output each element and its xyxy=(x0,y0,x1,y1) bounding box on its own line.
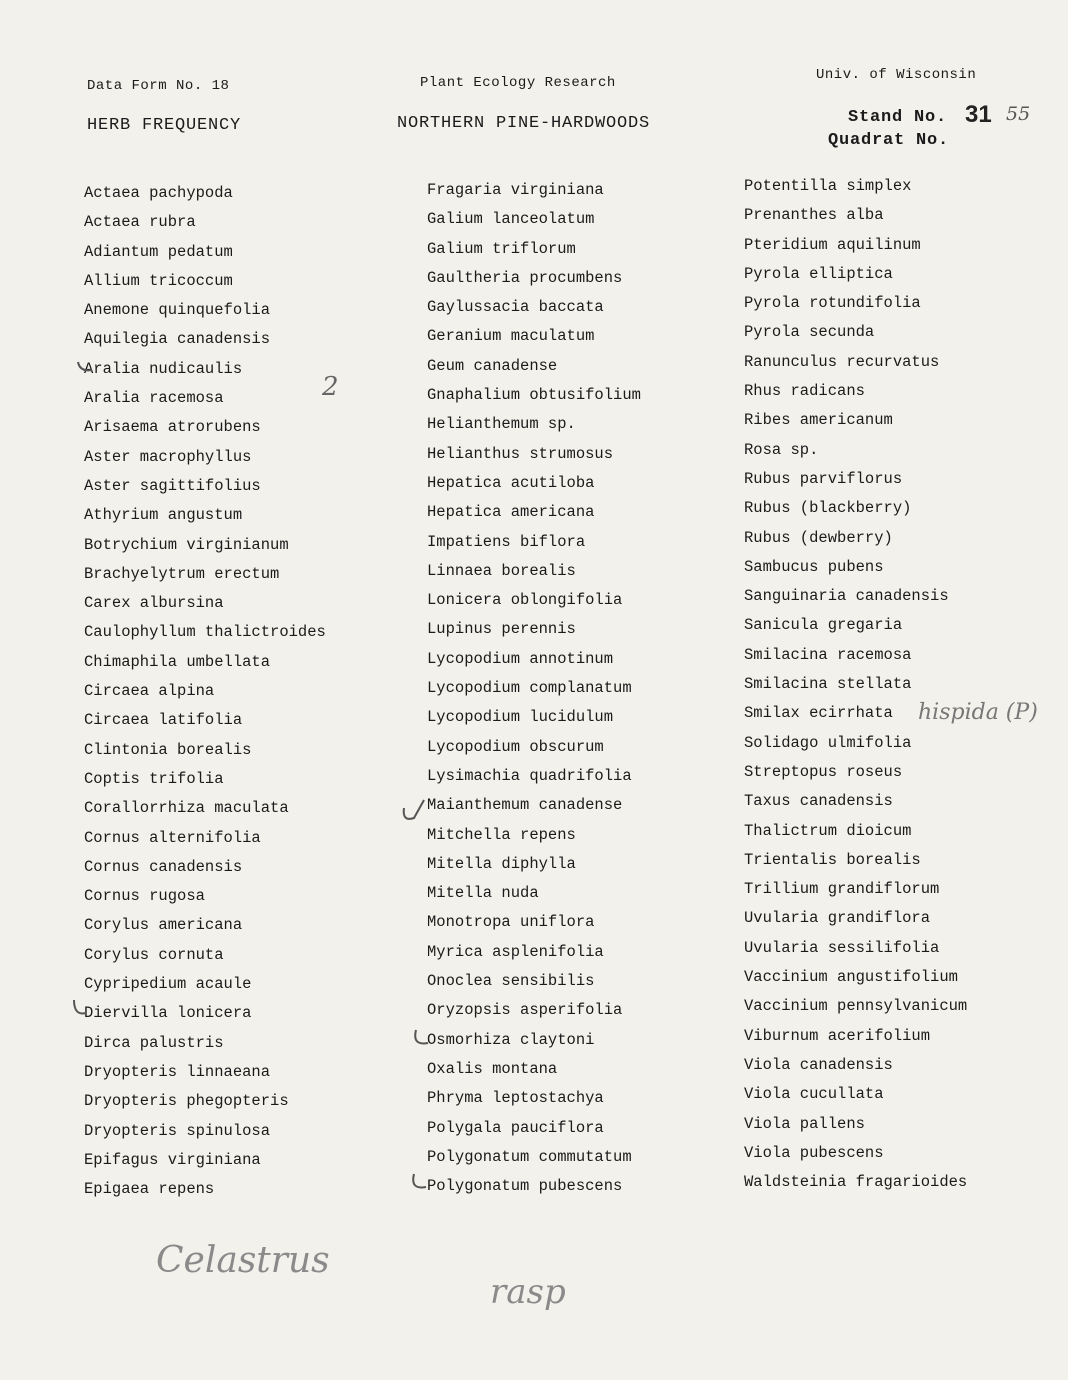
species-item: Dryopteris phegopteris xyxy=(84,1092,289,1111)
species-item: Lycopodium obscurum xyxy=(427,737,604,756)
research-label: Plant Ecology Research xyxy=(420,75,616,91)
species-item: Polygonatum pubescens xyxy=(427,1177,623,1196)
species-item: Rubus (dewberry) xyxy=(744,528,893,547)
species-item: Hepatica acutiloba xyxy=(427,473,595,492)
species-item: Sanicula gregaria xyxy=(744,616,903,635)
species-item: Rhus radicans xyxy=(744,382,865,401)
species-item: Adiantum pedatum xyxy=(84,242,233,261)
species-item: Smilacina stellata xyxy=(744,675,912,694)
species-item: Myrica asplenifolia xyxy=(427,942,604,961)
species-item: Helianthemum sp. xyxy=(427,415,576,434)
species-item: Lycopodium complanatum xyxy=(427,679,632,698)
page-title: HERB FREQUENCY xyxy=(87,116,242,135)
species-item: Viola pubescens xyxy=(744,1143,884,1162)
species-item: Uvularia grandiflora xyxy=(744,909,931,928)
species-item: Dryopteris linnaeana xyxy=(84,1062,271,1081)
handwritten-rasp: rasp xyxy=(490,1272,566,1312)
species-item: Rubus parviflorus xyxy=(744,469,903,488)
species-item: Fragaria virginiana xyxy=(427,181,604,199)
species-item: Anemone quinquefolia xyxy=(84,301,271,320)
species-item: Caulophyllum thalictroides xyxy=(84,623,326,642)
species-item: Ribes americanum xyxy=(744,411,893,430)
species-item: Lonicera oblongifolia xyxy=(427,591,623,610)
species-item: Lycopodium annotinum xyxy=(427,649,614,668)
handwritten-count: 2 xyxy=(322,372,339,402)
species-item: Mitchella repens xyxy=(427,825,576,844)
species-item: Taxus canadensis xyxy=(744,792,893,811)
species-item: Mitella diphylla xyxy=(427,854,576,873)
species-item: Aster macrophyllus xyxy=(84,447,252,466)
species-item: Lycopodium lucidulum xyxy=(427,708,614,727)
species-item: Uvularia sessilifolia xyxy=(744,938,940,957)
species-item: Helianthus strumosus xyxy=(427,444,614,463)
species-item: Monotropa uniflora xyxy=(427,913,595,932)
species-item: Phryma leptostachya xyxy=(427,1089,604,1108)
species-item: Corylus cornuta xyxy=(84,945,224,964)
check-mark-icon xyxy=(404,800,424,819)
species-item: Streptopus roseus xyxy=(744,762,903,781)
species-item: Pyrola secunda xyxy=(744,323,875,342)
species-item: Trillium grandiflorum xyxy=(744,880,940,899)
species-item: Smilax ecirrhata xyxy=(744,704,893,723)
species-item: Corylus americana xyxy=(84,916,243,935)
species-item: Clintonia borealis xyxy=(84,740,252,759)
species-item: Onoclea sensibilis xyxy=(427,972,595,991)
species-item: Arisaema atrorubens xyxy=(84,418,261,437)
stand-value: 31 xyxy=(965,101,992,128)
species-item: Pyrola rotundifolia xyxy=(744,294,921,313)
species-item: Cornus canadensis xyxy=(84,857,243,876)
species-item: Aralia nudicaulis xyxy=(84,359,243,378)
species-item: Rosa sp. xyxy=(744,440,819,459)
species-item: Thalictrum dioicum xyxy=(744,821,912,840)
species-item: Cypripedium acaule xyxy=(84,975,252,994)
species-item: Prenanthes alba xyxy=(744,206,884,225)
species-item: Actaea rubra xyxy=(84,213,196,232)
species-item: Vaccinium pennsylvanicum xyxy=(744,997,968,1016)
form-number: Data Form No. 18 xyxy=(87,78,230,94)
species-item: Aquilegia canadensis xyxy=(84,330,271,349)
species-item: Botrychium virginianum xyxy=(84,535,289,554)
species-item: Mitella nuda xyxy=(427,884,539,903)
species-item: Vaccinium angustifolium xyxy=(744,968,958,987)
species-item: Circaea latifolia xyxy=(84,711,243,730)
species-item: Trientalis borealis xyxy=(744,850,921,869)
species-item: Smilacina racemosa xyxy=(744,645,912,664)
check-mark-icon xyxy=(78,362,92,370)
species-item: Solidago ulmifolia xyxy=(744,733,912,752)
species-item: Athyrium angustum xyxy=(84,506,243,525)
species-item: Carex albursina xyxy=(84,594,224,613)
species-item: Hepatica americana xyxy=(427,503,595,522)
species-item: Chimaphila umbellata xyxy=(84,652,271,671)
university-label: Univ. of Wisconsin xyxy=(816,67,977,83)
species-item: Polygala pauciflora xyxy=(427,1118,604,1137)
species-item: Lupinus perennis xyxy=(427,620,576,639)
species-item: Viola cucullata xyxy=(744,1085,884,1104)
handwritten-celastrus: Celastrus xyxy=(156,1240,330,1281)
species-item: Epigaea repens xyxy=(84,1180,215,1199)
quadrat-label: Quadrat No. xyxy=(828,131,950,150)
stand-label: Stand No. xyxy=(848,108,948,127)
species-item: Epifagus virginiana xyxy=(84,1150,261,1169)
species-item: Corallorrhiza maculata xyxy=(84,799,289,818)
species-item: Gnaphalium obtusifolium xyxy=(427,386,641,405)
species-item: Dryopteris spinulosa xyxy=(84,1121,271,1140)
species-item: Galium triflorum xyxy=(427,239,576,258)
species-item: Galium lanceolatum xyxy=(427,210,595,229)
species-item: Pyrola elliptica xyxy=(744,264,893,283)
species-item: Rubus (blackberry) xyxy=(744,499,912,518)
species-item: Waldsteinia fragarioides xyxy=(744,1173,968,1192)
species-item: Gaultheria procumbens xyxy=(427,268,623,287)
stand-value-extra: 55 xyxy=(1006,103,1031,125)
species-item: Viburnum acerifolium xyxy=(744,1026,931,1045)
species-item: Brachyelytrum erectum xyxy=(84,564,280,583)
species-item: Gaylussacia baccata xyxy=(427,298,604,317)
species-item: Dirca palustris xyxy=(84,1033,224,1052)
species-item: Sanguinaria canadensis xyxy=(744,587,949,606)
species-item: Oxalis montana xyxy=(427,1059,558,1078)
species-item: Diervilla lonicera xyxy=(84,1004,252,1023)
species-item: Cornus alternifolia xyxy=(84,828,261,847)
species-item: Circaea alpina xyxy=(84,682,215,701)
species-item: Aster sagittifolius xyxy=(84,476,261,495)
species-item: Maianthemum canadense xyxy=(427,796,623,815)
check-mark-icon xyxy=(413,1174,426,1187)
species-item: Osmorhiza claytoni xyxy=(427,1030,595,1049)
species-item: Allium tricoccum xyxy=(84,271,233,290)
species-item: Ranunculus recurvatus xyxy=(744,352,940,371)
species-item: Coptis trifolia xyxy=(84,769,224,788)
check-mark-icon xyxy=(415,1030,428,1043)
species-item: Linnaea borealis xyxy=(427,561,576,580)
species-item: Cornus rugosa xyxy=(84,887,205,906)
species-item: Sambucus pubens xyxy=(744,557,884,576)
check-mark-icon xyxy=(74,1000,86,1013)
species-item: Polygonatum commutatum xyxy=(427,1147,632,1166)
species-item: Aralia racemosa xyxy=(84,389,224,408)
handwritten-smilax-note: hispida (P) xyxy=(918,700,1038,725)
species-item: Lysimachia quadrifolia xyxy=(427,766,632,785)
species-item: Geum canadense xyxy=(427,356,558,375)
species-item: Viola pallens xyxy=(744,1114,865,1133)
community-title: NORTHERN PINE-HARDWOODS xyxy=(397,114,651,133)
species-item: Pteridium aquilinum xyxy=(744,235,921,254)
species-item: Impatiens biflora xyxy=(427,532,586,551)
species-item: Geranium maculatum xyxy=(427,327,595,346)
species-item: Potentilla simplex xyxy=(744,177,912,195)
species-item: Viola canadensis xyxy=(744,1055,893,1074)
species-item: Oryzopsis asperifolia xyxy=(427,1001,623,1020)
species-item: Actaea pachypoda xyxy=(84,184,233,202)
